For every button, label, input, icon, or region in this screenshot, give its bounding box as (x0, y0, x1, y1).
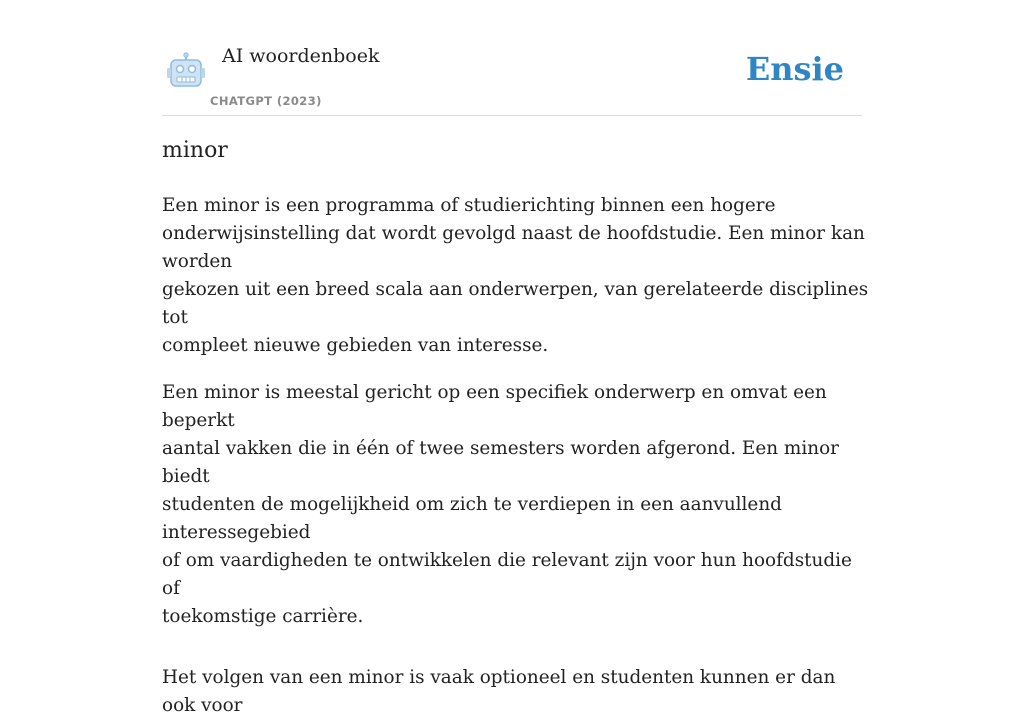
robot-icon (166, 52, 206, 90)
entry-paragraph: Een minor is een programma of studierichting binnen een hogere onderwijsinstelling dat wordt gevolgd naast de hoofdstudie. Een minor kan worden gekozen uit een breed scala aan onderwerpen, van gerelateerde disciplines tot compleet nieuwe gebieden van interesse. (162, 195, 869, 356)
entry-paragraph: Een minor is meestal gericht op een specifiek onderwerp en omvat een beperkt aantal vakken die in één of twee semesters worden afgerond. Een minor biedt studenten de mogelijkheid om zich te verdiepen in een aanvullend interessegebied of om vaardigheden te ontwikkelen die relevant zijn voor hun hoofdstudie of toekomstige carrière. (162, 382, 852, 627)
brand-logo[interactable]: Ensie (745, 50, 844, 88)
entry-paragraph: Het volgen van een minor is vaak optioneel en studenten kunnen er dan ook voor (162, 667, 836, 716)
entry-content (162, 192, 874, 720)
source-title[interactable]: AI woordenboek (222, 45, 380, 67)
source-header (162, 40, 862, 116)
entry-term: minor (162, 138, 228, 163)
source-subtitle: CHATGPT (2023) (210, 94, 322, 108)
